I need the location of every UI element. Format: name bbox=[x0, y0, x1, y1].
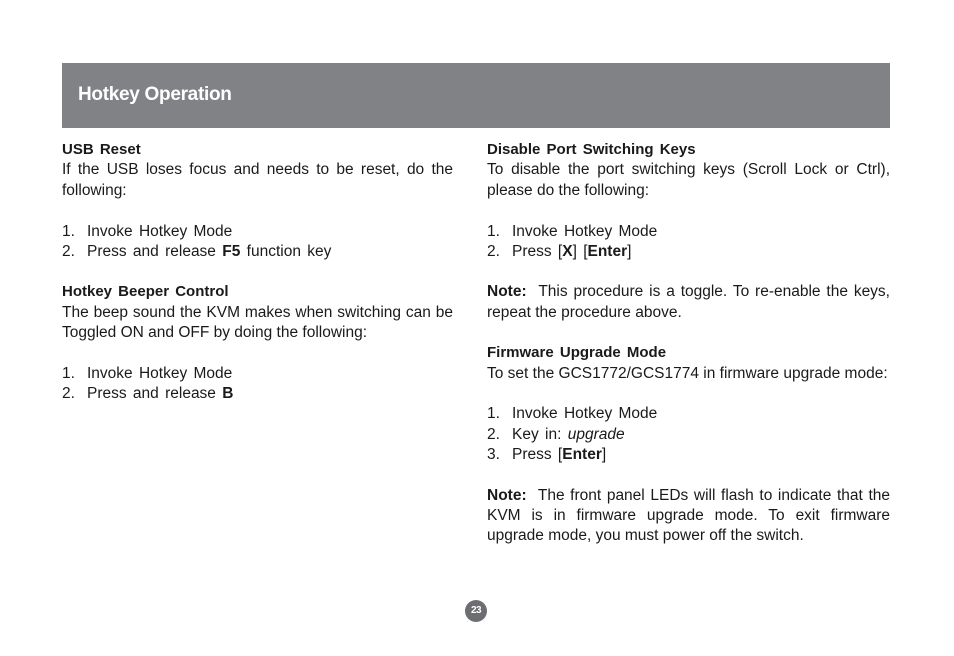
usb-reset-steps bbox=[62, 222, 453, 263]
disable-keys-heading: Disable Port Switching Keys bbox=[487, 141, 696, 158]
firmware-note: Note: The front panel LEDs will flash to indicate that the KVM is in firmware upgrade mode. To exit firmware upgrade mode, you must power off the switch. bbox=[487, 486, 890, 545]
list-item: 2. Key in: upgrade bbox=[487, 425, 625, 443]
f5-key-label: F5 bbox=[222, 243, 241, 261]
disable-keys-section bbox=[487, 140, 890, 323]
list-item: 2. Press and release B bbox=[62, 385, 234, 403]
page-title: Hotkey Operation bbox=[78, 84, 232, 105]
x-key-label: X bbox=[562, 243, 573, 261]
list-item: 2. Press and release F5 function key bbox=[62, 243, 332, 261]
enter-key-label: Enter bbox=[587, 243, 628, 261]
enter-key-label: Enter bbox=[562, 446, 602, 464]
list-item: 1. Invoke Hotkey Mode bbox=[62, 222, 233, 240]
beeper-heading: Hotkey Beeper Control bbox=[62, 283, 229, 301]
firmware-text: To set the GCS1772/GCS1774 in firmware upgrade mode: bbox=[487, 364, 888, 382]
note-label: Note: bbox=[487, 486, 527, 504]
firmware-section bbox=[487, 343, 890, 547]
disable-keys-steps bbox=[487, 222, 890, 263]
b-key-label: B bbox=[222, 385, 234, 403]
list-item: 1. Invoke Hotkey Mode bbox=[487, 405, 658, 423]
right-column bbox=[487, 140, 890, 547]
list-item: 2. Press [X] [Enter] bbox=[487, 243, 632, 261]
usb-reset-heading: USB Reset bbox=[62, 141, 141, 158]
disable-keys-text: To disable the port switching keys (Scroll Lock or Ctrl), please do the following: bbox=[487, 161, 890, 199]
list-item: 1. Invoke Hotkey Mode bbox=[62, 365, 233, 383]
beeper-text: The beep sound the KVM makes when switching can be Toggled ON and OFF by doing the following: bbox=[62, 303, 453, 342]
note-label: Note: bbox=[487, 283, 527, 301]
list-item: 1. Invoke Hotkey Mode bbox=[487, 222, 658, 240]
beeper-section bbox=[62, 282, 453, 404]
disable-keys-note: Note: This procedure is a toggle. To re-enable the keys, repeat the procedure above. bbox=[487, 283, 890, 321]
usb-reset-section bbox=[62, 140, 453, 262]
list-item: 3. Press [Enter] bbox=[487, 446, 607, 464]
left-column bbox=[62, 140, 453, 405]
section-header-bar bbox=[62, 63, 890, 128]
usb-reset-text: If the USB loses focus and needs to be reset, do the following: bbox=[62, 161, 453, 199]
firmware-steps bbox=[487, 404, 890, 465]
firmware-heading: Firmware Upgrade Mode bbox=[487, 344, 667, 362]
page-number-badge: 23 bbox=[465, 600, 487, 622]
beeper-steps bbox=[62, 364, 453, 405]
upgrade-keyword: upgrade bbox=[567, 425, 625, 443]
